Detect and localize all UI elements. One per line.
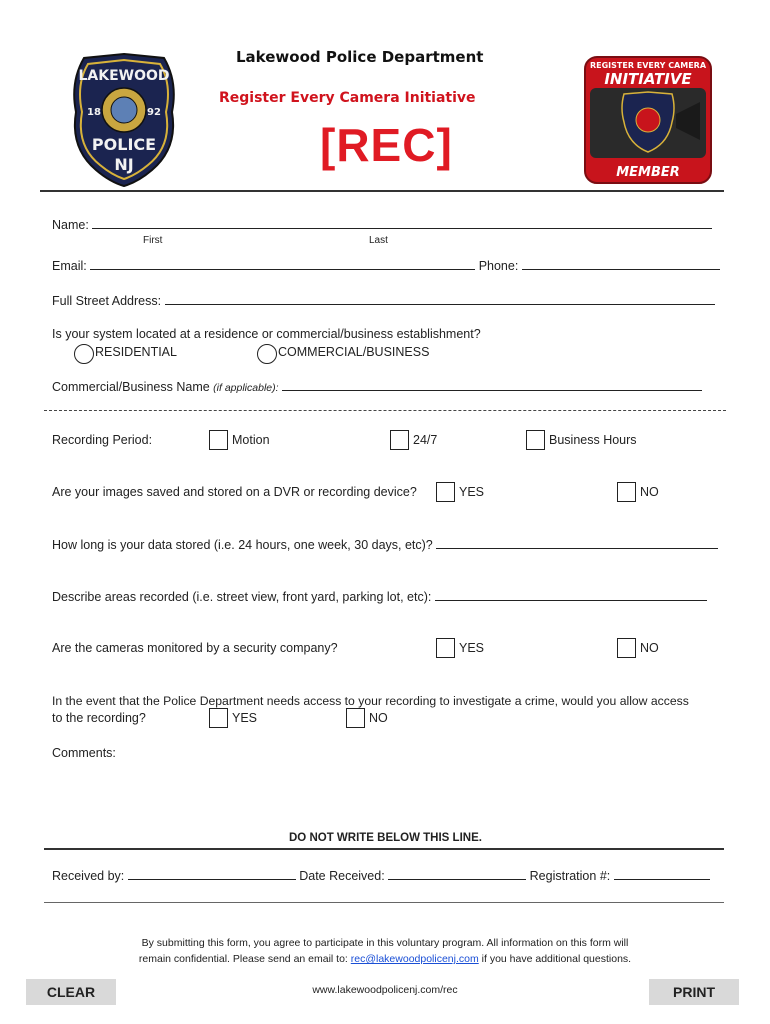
monitored-yes-checkbox[interactable]: [436, 638, 455, 658]
access-question-line2: to the recording?: [52, 711, 146, 725]
dvr-no-label: NO: [640, 485, 659, 499]
business-hours-checkbox[interactable]: [526, 430, 545, 450]
svg-text:POLICE: POLICE: [91, 135, 157, 154]
storage-row: [52, 538, 718, 552]
phone-field[interactable]: [522, 269, 720, 270]
access-yes-label: YES: [232, 711, 258, 725]
business-hours-label: Business Hours: [549, 433, 637, 447]
date-received-field: [388, 879, 526, 880]
access-no-label: NO: [369, 711, 388, 725]
dvr-yes-checkbox[interactable]: [436, 482, 455, 502]
initiative-title: Register Every Camera Initiative: [219, 90, 476, 106]
email-label: Email:: [52, 259, 91, 273]
svg-text:INITIATIVE: INITIATIVE: [604, 70, 692, 88]
website-label: www.lakewoodpolicenj.com/rec: [312, 984, 458, 996]
phone-label: Phone:: [478, 259, 522, 273]
address-label: Full Street Address:: [52, 294, 165, 308]
police-badge-logo: [68, 52, 180, 188]
dvr-no-checkbox[interactable]: [617, 482, 636, 502]
areas-question: Describe areas recorded (i.e. street view, front yard, parking lot, etc):: [52, 590, 435, 604]
svg-text:REGISTER EVERY CAMERA: REGISTER EVERY CAMERA: [589, 61, 707, 70]
print-button[interactable]: PRINT: [649, 979, 739, 1005]
address-field[interactable]: [165, 304, 715, 305]
always-label: 24/7: [413, 433, 438, 447]
last-name-label: Last: [369, 235, 388, 246]
areas-row: [52, 590, 707, 604]
disclaimer-text-b: if you have additional questions.: [478, 953, 632, 965]
office-divider-bottom: [44, 902, 724, 903]
business-name-row: [52, 380, 702, 394]
business-name-field[interactable]: [282, 390, 702, 391]
access-question-line1: In the event that the Police Department needs access to your recording to investigate a crime, would you allow access: [52, 694, 689, 708]
dvr-yes-label: YES: [459, 485, 485, 499]
svg-text:MEMBER: MEMBER: [616, 165, 680, 180]
areas-field[interactable]: [435, 600, 707, 601]
svg-text:18: 18: [87, 107, 101, 118]
comments-label: Comments:: [52, 746, 116, 760]
svg-text:LAKEWOOD: LAKEWOOD: [78, 68, 170, 84]
comments-field[interactable]: [52, 764, 722, 826]
svg-text:92: 92: [147, 107, 161, 118]
access-no-checkbox[interactable]: [346, 708, 365, 728]
monitored-yes-label: YES: [459, 641, 485, 655]
commercial-radio[interactable]: [257, 344, 277, 364]
registration-field: [614, 879, 710, 880]
motion-checkbox[interactable]: [209, 430, 228, 450]
rec-title: [REC]: [320, 119, 453, 171]
monitored-question: Are the cameras monitored by a security company?: [52, 641, 338, 655]
commercial-label: COMMERCIAL/BUSINESS: [278, 345, 430, 359]
first-name-label: First: [143, 235, 163, 246]
name-row: [52, 218, 712, 232]
storage-question: How long is your data stored (i.e. 24 hours, one week, 30 days, etc)?: [52, 538, 437, 552]
name-field[interactable]: [92, 228, 712, 229]
location-question: Is your system located at a residence or commercial/business establishment?: [52, 327, 481, 341]
business-name-label: Commercial/Business Name: [52, 380, 214, 394]
svg-text:NJ: NJ: [114, 155, 134, 174]
dvr-question: Are your images saved and stored on a DVR or recording device?: [52, 485, 417, 499]
section-divider: [44, 410, 726, 411]
office-divider-top: [44, 848, 724, 850]
monitored-no-checkbox[interactable]: [617, 638, 636, 658]
always-checkbox[interactable]: [390, 430, 409, 450]
residential-label: RESIDENTIAL: [95, 345, 177, 359]
initiative-member-badge: [584, 56, 712, 184]
clear-button[interactable]: CLEAR: [26, 979, 116, 1005]
received-by-field: [128, 879, 296, 880]
email-link[interactable]: rec@lakewoodpolicenj.com: [350, 953, 479, 965]
email-field[interactable]: [90, 269, 475, 270]
monitored-no-label: NO: [640, 641, 659, 655]
address-row: [52, 294, 715, 308]
residential-radio[interactable]: [74, 344, 94, 364]
name-label: Name:: [52, 218, 93, 232]
storage-field[interactable]: [436, 548, 718, 549]
header-divider: [40, 190, 724, 192]
motion-label: Motion: [232, 433, 270, 447]
date-received-label: Date Received:: [299, 869, 389, 883]
email-row: [52, 259, 720, 273]
received-by-label: Received by:: [52, 869, 128, 883]
disclaimer-line1: By submitting this form, you agree to participate in this voluntary program. All information on this form will: [141, 937, 629, 949]
office-row: [52, 869, 710, 883]
disclaimer-text-a: remain confidential. Please send an email to:: [138, 953, 351, 965]
do-not-write-label: DO NOT WRITE BELOW THIS LINE.: [289, 832, 482, 844]
recording-period-label: Recording Period:: [52, 433, 153, 447]
access-yes-checkbox[interactable]: [209, 708, 228, 728]
business-name-note: (if applicable):: [213, 382, 279, 394]
registration-label: Registration #:: [529, 869, 614, 883]
disclaimer-line2: [0, 953, 770, 965]
department-title: Lakewood Police Department: [236, 48, 484, 66]
